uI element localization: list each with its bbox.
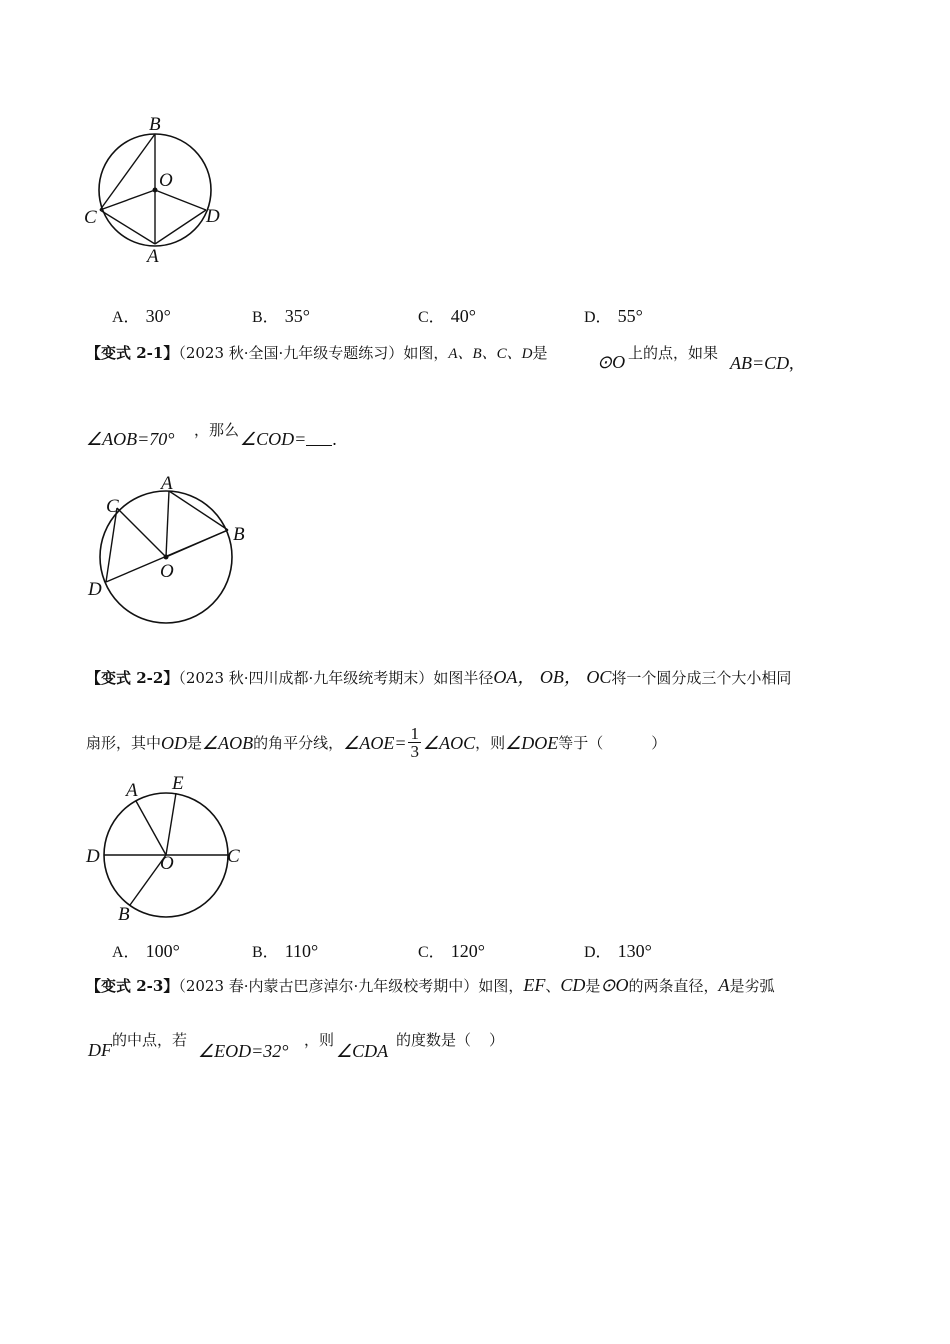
question-text: 如图， — [478, 977, 524, 995]
comma: , — [789, 353, 794, 373]
choice-d-2[interactable] — [584, 939, 652, 962]
label-c: C — [84, 207, 97, 228]
label-a: A — [147, 246, 159, 267]
question-text: 等于（ — [558, 733, 604, 752]
choice-c-1[interactable] — [418, 304, 476, 327]
equation-aob: ∠AOB=70° — [86, 429, 175, 449]
fraction-one-third — [408, 725, 421, 760]
figure-1-circle-quadrilateral — [80, 110, 240, 270]
angle: ∠CDA — [336, 1041, 389, 1061]
label-o: O — [160, 853, 174, 874]
fraction-numerator: 1 — [410, 724, 419, 743]
question-2-1-line-2 — [86, 429, 174, 450]
choice-letter: B． — [252, 944, 279, 961]
question-text: 扇形，其中 — [86, 733, 162, 752]
question-text: 如图， — [403, 344, 449, 362]
question-text: 是 — [585, 977, 601, 995]
separator: 、 — [545, 977, 561, 995]
label-d: D — [206, 206, 220, 227]
question-text: ，则 — [475, 733, 506, 752]
label-o: O — [160, 561, 174, 582]
diameter-cd: CD — [560, 975, 586, 995]
circle-o: ⊙O — [597, 352, 626, 372]
question-source: （2023 秋·四川成都·九年级统考期末） — [178, 669, 434, 687]
question-text: ，那么 — [194, 421, 240, 439]
figure-2-circle-sectors — [84, 472, 254, 632]
equation: AB=CD — [730, 353, 790, 373]
choice-letter: A． — [112, 309, 140, 326]
question-text: ） — [651, 733, 667, 752]
label-b: B — [149, 114, 161, 135]
question-2-3-line-2c — [396, 1030, 504, 1050]
radii: OA， OB， OC — [493, 667, 612, 687]
choice-b-2[interactable] — [252, 939, 318, 962]
circle-symbol — [597, 352, 625, 373]
question-2-3-line-2a — [112, 1030, 187, 1050]
question-source: （2023 春·内蒙古巴彦淖尔·九年级校考期中） — [178, 977, 479, 995]
choice-value: 35° — [284, 306, 310, 326]
choice-value: 120° — [450, 941, 485, 961]
label-a: A — [126, 780, 138, 801]
question-tag: 【变式 2-2】 — [86, 669, 179, 687]
label-c: C — [227, 846, 240, 867]
question-text: 的中点，若 — [112, 1031, 188, 1049]
label-e: E — [172, 773, 184, 794]
question-text: 是劣弧 — [729, 977, 775, 995]
question-text: ） — [489, 1031, 505, 1049]
question-text: 的两条直径， — [628, 977, 719, 995]
question-text: 将一个圆分成三个大小相同 — [611, 669, 792, 687]
choice-value: 30° — [145, 306, 171, 326]
question-2-2-line-2 — [86, 725, 666, 760]
question-text: 上的点，如果 — [628, 344, 719, 362]
angle-eod — [198, 1041, 288, 1062]
angle-doe: ∠DOE — [505, 732, 559, 753]
label-b: B — [118, 904, 130, 925]
label-d: D — [88, 579, 102, 600]
label-c: C — [106, 496, 119, 517]
choice-value: 100° — [145, 941, 180, 961]
choice-letter: B． — [252, 309, 279, 326]
choice-letter: C． — [418, 944, 445, 961]
angle-aoc: ∠AOC — [422, 732, 476, 753]
choice-a-1[interactable] — [112, 304, 171, 327]
equation-cod — [240, 429, 337, 450]
choice-d-1[interactable] — [584, 304, 643, 327]
choice-b-1[interactable] — [252, 304, 310, 327]
question-source: （2023 秋·全国·九年级专题练习） — [178, 344, 404, 362]
equation: ∠COD= — [240, 429, 307, 449]
period: . — [332, 429, 337, 449]
choice-letter: D． — [584, 944, 612, 961]
label-b: B — [233, 524, 245, 545]
angle-cda — [336, 1041, 388, 1062]
segment-od: OD — [161, 732, 188, 753]
circle-o: ⊙O — [600, 975, 629, 995]
question-tag: 【变式 2-1】 — [86, 344, 179, 362]
diameter-ef: EF — [523, 975, 546, 995]
question-2-2-line-1 — [86, 667, 791, 688]
angle-aob: ∠AOB — [202, 732, 254, 753]
question-2-1-then — [194, 420, 239, 440]
arc-df — [88, 1040, 112, 1061]
label-d: D — [86, 846, 100, 867]
choice-c-2[interactable] — [418, 939, 485, 962]
choice-letter: A． — [112, 944, 140, 961]
choice-value: 130° — [617, 941, 652, 961]
question-text: 的度数是（ — [396, 1031, 472, 1049]
equation: ∠EOD=32° — [198, 1041, 289, 1061]
figure-3-circle-diameter — [84, 770, 254, 928]
question-text: ，则 — [304, 1031, 335, 1049]
choice-letter: C． — [418, 309, 445, 326]
fraction-denominator: 3 — [410, 742, 419, 761]
question-text: 如图半径 — [433, 669, 494, 687]
arc-label: DF — [88, 1040, 112, 1060]
choice-letter: D． — [584, 309, 612, 326]
equation-ab-cd — [730, 353, 794, 374]
choice-value: 40° — [450, 306, 476, 326]
label-o: O — [159, 170, 173, 191]
choice-value: 55° — [617, 306, 643, 326]
question-2-1-line-1 — [86, 343, 548, 364]
question-text: 的角平分线， — [253, 733, 344, 752]
question-tag: 【变式 2-3】 — [86, 977, 179, 995]
choice-a-2[interactable] — [112, 939, 180, 962]
question-2-3-line-1 — [86, 975, 775, 996]
question-2-1-line-1b — [628, 343, 718, 363]
point-a: A — [718, 975, 730, 995]
question-2-3-line-2b — [304, 1030, 334, 1050]
choice-value: 110° — [284, 941, 319, 961]
angle-aoe: ∠AOE= — [343, 732, 407, 753]
question-text: 是 — [187, 733, 203, 752]
point-list: A、B、C、D — [448, 346, 533, 362]
question-text: 是 — [532, 344, 548, 362]
label-a: A — [161, 473, 173, 494]
answer-blank[interactable] — [306, 435, 332, 446]
